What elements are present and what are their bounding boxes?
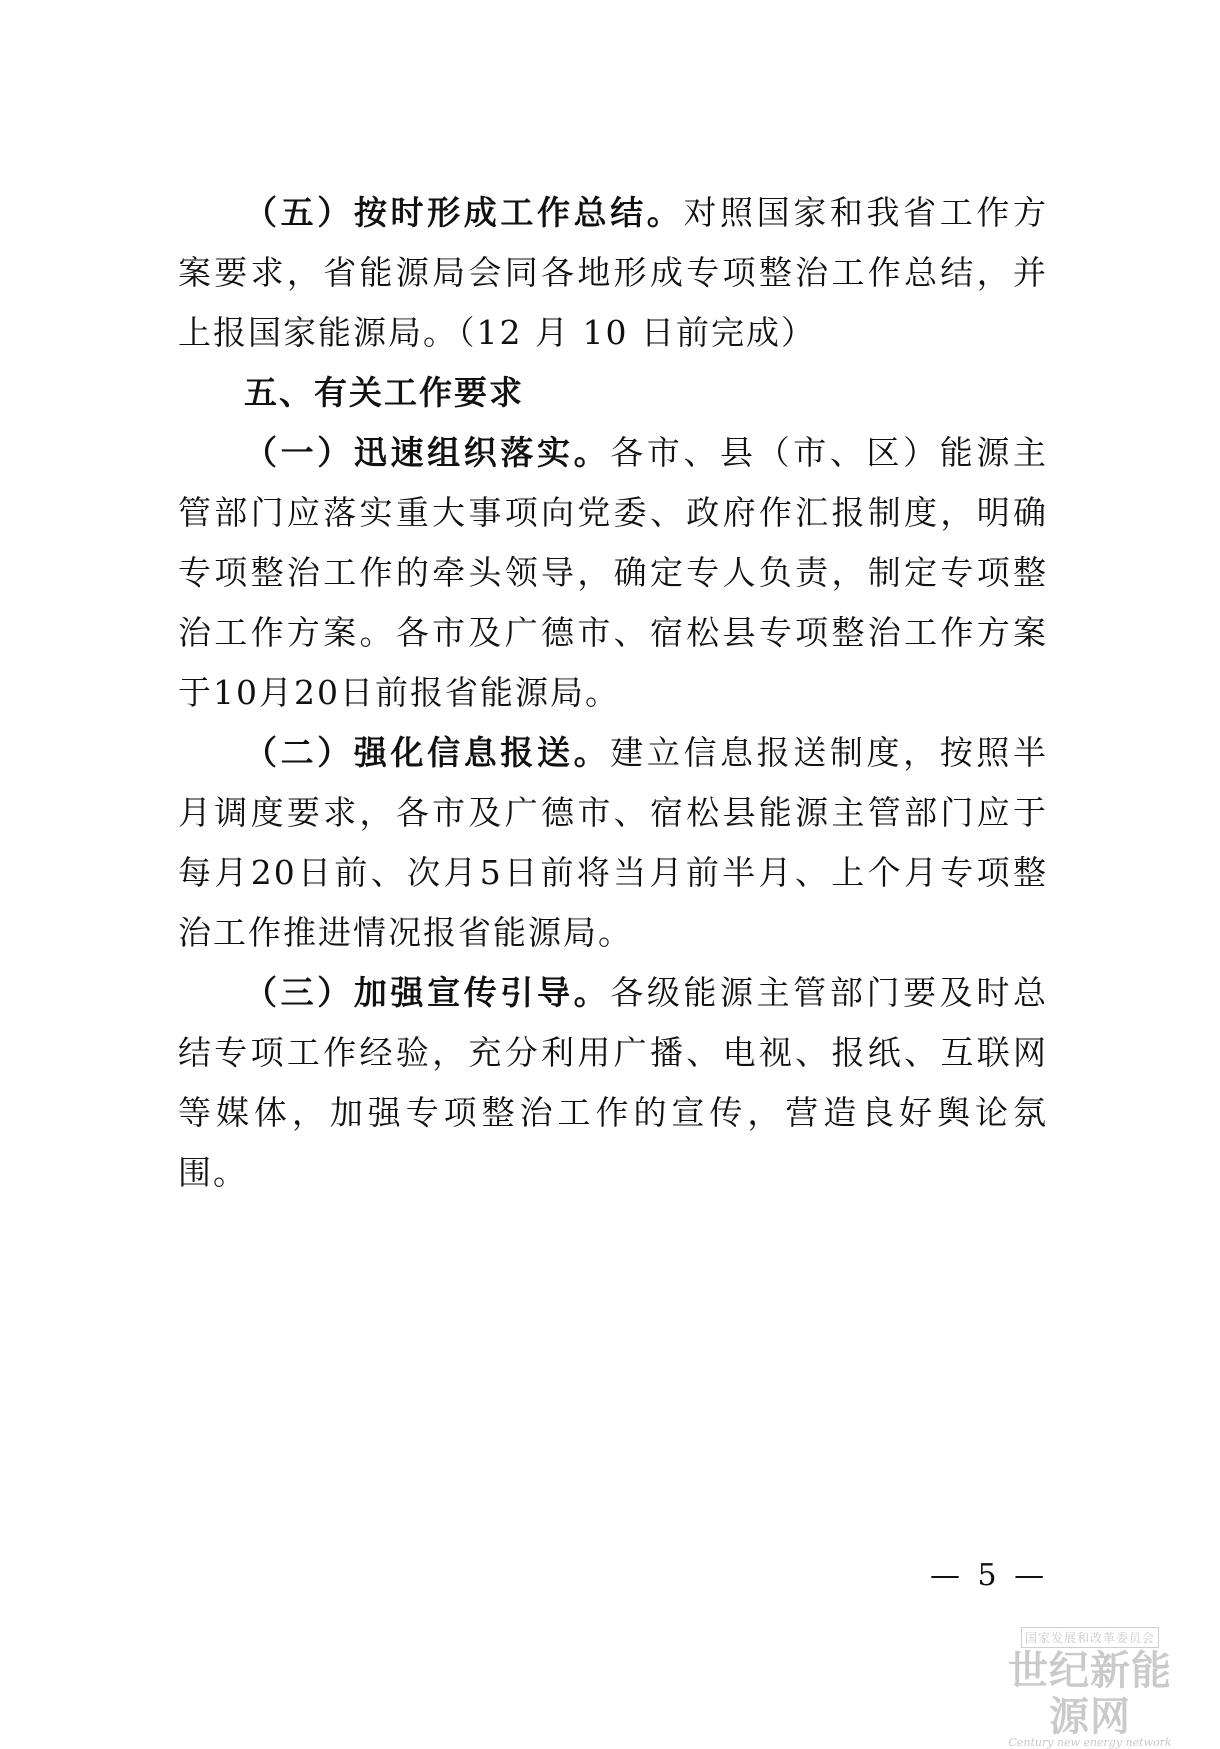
watermark-logo [990,1627,1190,1749]
paragraph-6-1 [178,423,1048,723]
paragraph-text: 各级能源主管部门要及时总结专项工作经验，充分利用广播、电视、报纸、互联网等媒体，加强专项整治工作的宣传，营造良好舆论氛围。 [178,973,1049,1192]
section-heading [178,363,1048,423]
paragraph-lead: （五）按时形成工作总结。 [244,193,684,232]
paragraph-lead: （二）强化信息报送。 [244,733,611,772]
paragraph-lead: （三）加强宣传引导。 [244,973,611,1012]
page-number: — 5 — [930,1558,1049,1593]
paragraph-lead: （一）迅速组织落实。 [244,433,611,472]
paragraph-6-3 [178,963,1048,1203]
watermark-main-text: 世纪新能源网 [1008,1647,1172,1740]
document-body [178,183,1048,1203]
watermark-top-text: 国家发展和改革委员会 [1021,1627,1159,1648]
paragraph-5-5 [178,183,1048,363]
paragraph-text: 建立信息报送制度，按照半月调度要求，各市及广德市、宿松县能源主管部门应于每月20日前、次月5日前将当月前半月、上个月专项整治工作推进情况报省能源局。 [178,733,1049,952]
paragraph-text: 各市、县（市、区）能源主管部门应落实重大事项向党委、政府作汇报制度，明确专项整治工作的牵头领导，确定专人负责，制定专项整治工作方案。各市及广德市、宿松县专项整治工作方案于10月20日前报省能源局。 [178,433,1049,712]
section-heading-text: 五、有关工作要求 [244,373,524,412]
paragraph-6-2 [178,723,1048,963]
watermark-sub-text: Century new energy network [1008,1736,1172,1749]
paragraph-text: 对照国家和我省工作方案要求，省能源局会同各地形成专项整治工作总结，并上报国家能源局。（12 月 10 日前完成） [178,193,1049,352]
